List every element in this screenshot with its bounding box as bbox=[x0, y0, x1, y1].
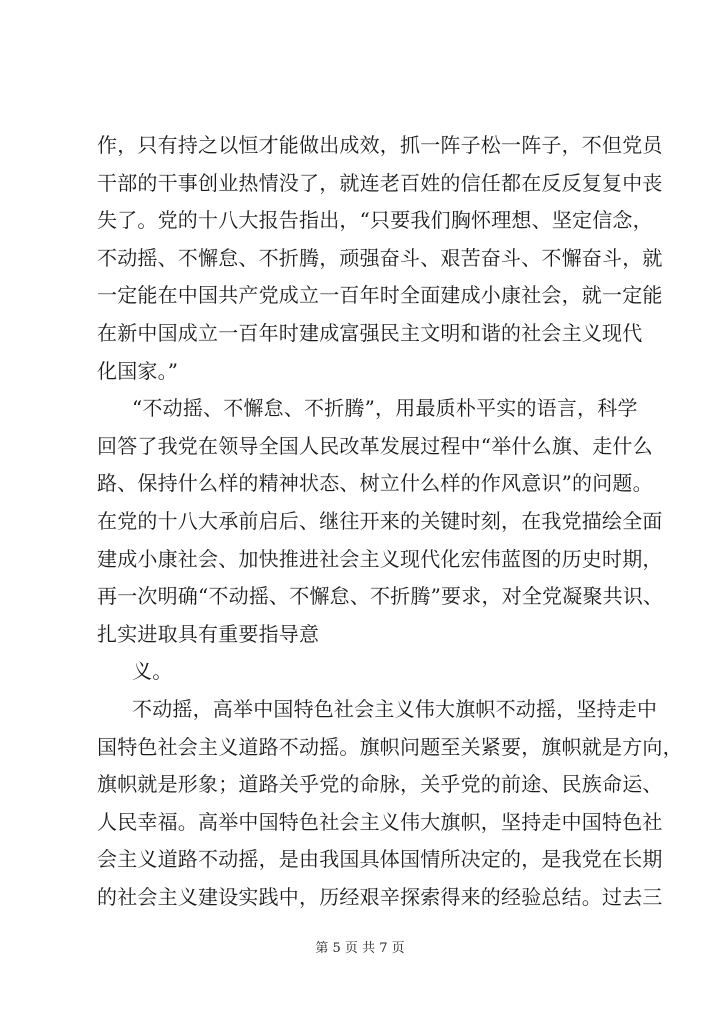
text-line: 再一次明确“不动摇、不懈怠、不折腾”要求，对全党凝聚共识、 bbox=[97, 584, 664, 609]
text-line: 旗帜就是形象；道路关乎党的命脉，关乎党的前途、民族命运、 bbox=[97, 772, 663, 797]
body-text bbox=[97, 127, 683, 916]
text-line: 化国家。” bbox=[97, 358, 179, 383]
page-number: 第 5 页 共 7 页 bbox=[315, 941, 405, 956]
text-line: 的社会主义建设实践中，历经艰辛探索得来的经验总结。过去三 bbox=[97, 884, 663, 909]
text-line: 在新中国成立一百年时建成富强民主文明和谐的社会主义现代 bbox=[97, 320, 643, 345]
text-line: 作，只有持之以恒才能做出成效，抓一阵子松一阵子，不但党员 bbox=[97, 133, 663, 157]
paragraph-start-line: 不动摇，高举中国特色社会主义伟大旗帜不动摇，坚持走中 bbox=[132, 696, 658, 721]
text-line: 一定能在中国共产党成立一百年时全面建成小康社会，就一定能 bbox=[97, 283, 663, 308]
text-line: 义。 bbox=[132, 659, 173, 684]
text-line: 建成小康社会、加快推进社会主义现代化宏伟蓝图的历史时期， bbox=[97, 546, 663, 571]
text-line: 扎实进取具有重要指导意 bbox=[97, 621, 320, 646]
text-line: 在党的十八大承前启后、继往开来的关键时刻，在我党描绘全面 bbox=[97, 508, 663, 533]
text-line: 不动摇、不懈怠、不折腾，顽强奋斗、艰苦奋斗、不懈奋斗，就 bbox=[97, 245, 663, 270]
text-line: 会主义道路不动摇，是由我国具体国情所决定的，是我党在长期 bbox=[97, 847, 663, 872]
text-line: 失了。党的十八大报告指出，“只要我们胸怀理想、坚定信念， bbox=[97, 208, 653, 233]
text-line: 国特色社会主义道路不动摇。旗帜问题至关紧要，旗帜就是方向， bbox=[97, 734, 683, 759]
text-line: 路、保持什么样的精神状态、树立什么样的作风意识”的问题。 bbox=[97, 471, 653, 496]
text-line: 干部的干事创业热情没了，就连老百姓的信任都在反反复复中丧 bbox=[97, 170, 663, 195]
text-line: 回答了我党在领导全国人民改革发展过程中“举什么旗、走什么 bbox=[97, 433, 653, 458]
text-line: 人民幸福。高举中国特色社会主义伟大旗帜，坚持走中国特色社 bbox=[97, 809, 663, 834]
paragraph-start-line: “不动摇、不懈怠、不折腾”，用最质朴平实的语言，科学 bbox=[132, 396, 638, 421]
page-footer bbox=[0, 937, 720, 956]
